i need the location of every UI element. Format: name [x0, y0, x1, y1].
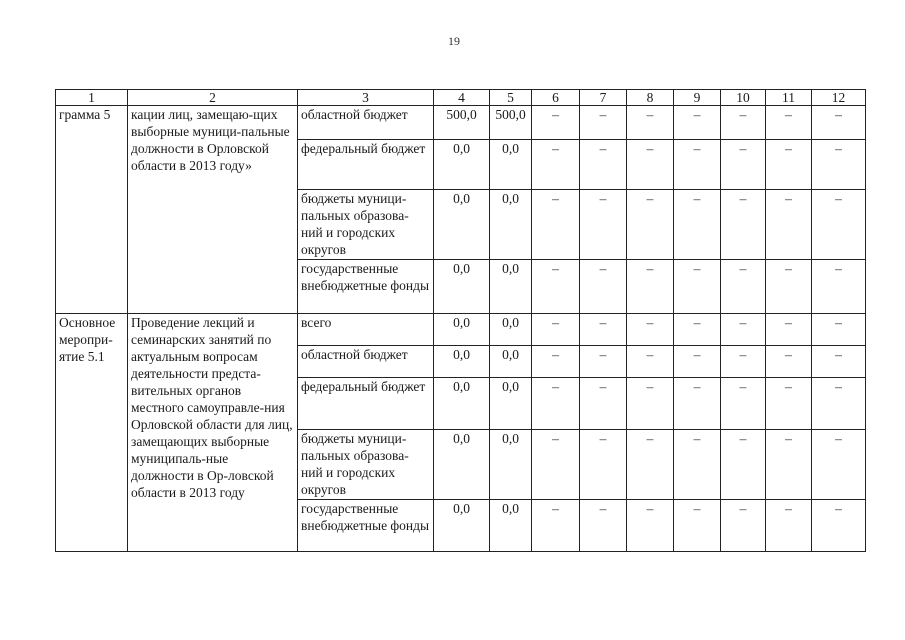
value-cell: 0,0 [490, 430, 532, 500]
header-cell: 10 [721, 90, 766, 106]
dash-cell: – [627, 190, 674, 260]
dash-cell: – [532, 260, 580, 314]
header-cell: 8 [627, 90, 674, 106]
dash-cell: – [674, 260, 721, 314]
value-cell: 0,0 [490, 140, 532, 190]
header-cell: 6 [532, 90, 580, 106]
dash-cell: – [766, 140, 812, 190]
funding-source-cell: федеральный бюджет [298, 378, 434, 430]
dash-cell: – [721, 430, 766, 500]
program-name-cell: грамма 5 [56, 106, 128, 314]
dash-cell: – [580, 140, 627, 190]
dash-cell: – [627, 430, 674, 500]
dash-cell: – [674, 140, 721, 190]
dash-cell: – [532, 346, 580, 378]
value-cell: 0,0 [434, 500, 490, 552]
dash-cell: – [812, 190, 866, 260]
value-cell: 0,0 [490, 260, 532, 314]
value-cell: 0,0 [490, 378, 532, 430]
dash-cell: – [580, 378, 627, 430]
dash-cell: – [812, 430, 866, 500]
table-row [56, 314, 866, 346]
funding-source-cell: областной бюджет [298, 346, 434, 378]
value-cell: 500,0 [490, 106, 532, 140]
value-cell: 0,0 [434, 430, 490, 500]
dash-cell: – [721, 500, 766, 552]
dash-cell: – [721, 314, 766, 346]
dash-cell: – [580, 430, 627, 500]
value-cell: 500,0 [434, 106, 490, 140]
dash-cell: – [627, 346, 674, 378]
funding-source-cell: бюджеты муници-пальных образова-ний и городских округов [298, 430, 434, 500]
dash-cell: – [766, 106, 812, 140]
header-cell: 3 [298, 90, 434, 106]
header-cell: 11 [766, 90, 812, 106]
header-cell: 5 [490, 90, 532, 106]
value-cell: 0,0 [434, 190, 490, 260]
value-cell: 0,0 [490, 500, 532, 552]
header-cell: 2 [128, 90, 298, 106]
dash-cell: – [532, 430, 580, 500]
dash-cell: – [766, 500, 812, 552]
header-cell: 12 [812, 90, 866, 106]
dash-cell: – [766, 346, 812, 378]
dash-cell: – [532, 314, 580, 346]
dash-cell: – [766, 314, 812, 346]
dash-cell: – [580, 314, 627, 346]
dash-cell: – [674, 500, 721, 552]
dash-cell: – [674, 314, 721, 346]
dash-cell: – [674, 106, 721, 140]
header-cell: 9 [674, 90, 721, 106]
dash-cell: – [627, 140, 674, 190]
dash-cell: – [812, 106, 866, 140]
program-description-cell: кации лиц, замещаю-щих выборные муници-пальные должности в Орловской области в 2013 году» [128, 106, 298, 314]
header-cell: 7 [580, 90, 627, 106]
dash-cell: – [766, 430, 812, 500]
measure-description-cell: Проведение лекций и семинарских занятий по актуальным вопросам деятельности предста-вительных органов местного самоуправле-ния Орловской области для лиц, замещающих выборные муниципаль-ные должности в Ор-ловской области в 2013 году [128, 314, 298, 552]
dash-cell: – [580, 106, 627, 140]
dash-cell: – [532, 500, 580, 552]
dash-cell: – [674, 430, 721, 500]
dash-cell: – [627, 378, 674, 430]
dash-cell: – [766, 260, 812, 314]
value-cell: 0,0 [434, 346, 490, 378]
dash-cell: – [674, 378, 721, 430]
dash-cell: – [721, 378, 766, 430]
funding-source-cell: государственные внебюджетные фонды [298, 260, 434, 314]
dash-cell: – [532, 106, 580, 140]
header-row [56, 90, 866, 106]
value-cell: 0,0 [490, 190, 532, 260]
dash-cell: – [674, 346, 721, 378]
dash-cell: – [721, 106, 766, 140]
value-cell: 0,0 [434, 260, 490, 314]
funding-source-cell: всего [298, 314, 434, 346]
header-cell: 4 [434, 90, 490, 106]
dash-cell: – [812, 346, 866, 378]
dash-cell: – [766, 190, 812, 260]
dash-cell: – [812, 500, 866, 552]
dash-cell: – [766, 378, 812, 430]
dash-cell: – [580, 346, 627, 378]
value-cell: 0,0 [490, 346, 532, 378]
funding-source-cell: областной бюджет [298, 106, 434, 140]
budget-table [55, 89, 866, 552]
dash-cell: – [812, 260, 866, 314]
dash-cell: – [721, 190, 766, 260]
page-number: 19 [448, 34, 460, 48]
funding-source-cell: бюджеты муници-пальных образова-ний и городских округов [298, 190, 434, 260]
dash-cell: – [627, 314, 674, 346]
dash-cell: – [627, 260, 674, 314]
value-cell: 0,0 [434, 140, 490, 190]
dash-cell: – [812, 314, 866, 346]
value-cell: 0,0 [434, 314, 490, 346]
dash-cell: – [580, 190, 627, 260]
dash-cell: – [532, 378, 580, 430]
table-row [56, 106, 866, 140]
value-cell: 0,0 [490, 314, 532, 346]
dash-cell: – [721, 260, 766, 314]
funding-source-cell: федеральный бюджет [298, 140, 434, 190]
funding-source-cell: государственные внебюджетные фонды [298, 500, 434, 552]
dash-cell: – [721, 140, 766, 190]
dash-cell: – [580, 500, 627, 552]
dash-cell: – [721, 346, 766, 378]
value-cell: 0,0 [434, 378, 490, 430]
dash-cell: – [580, 260, 627, 314]
dash-cell: – [674, 190, 721, 260]
dash-cell: – [812, 378, 866, 430]
dash-cell: – [627, 500, 674, 552]
dash-cell: – [532, 190, 580, 260]
dash-cell: – [532, 140, 580, 190]
measure-name-cell: Основное меропри-ятие 5.1 [56, 314, 128, 552]
dash-cell: – [812, 140, 866, 190]
header-cell: 1 [56, 90, 128, 106]
dash-cell: – [627, 106, 674, 140]
